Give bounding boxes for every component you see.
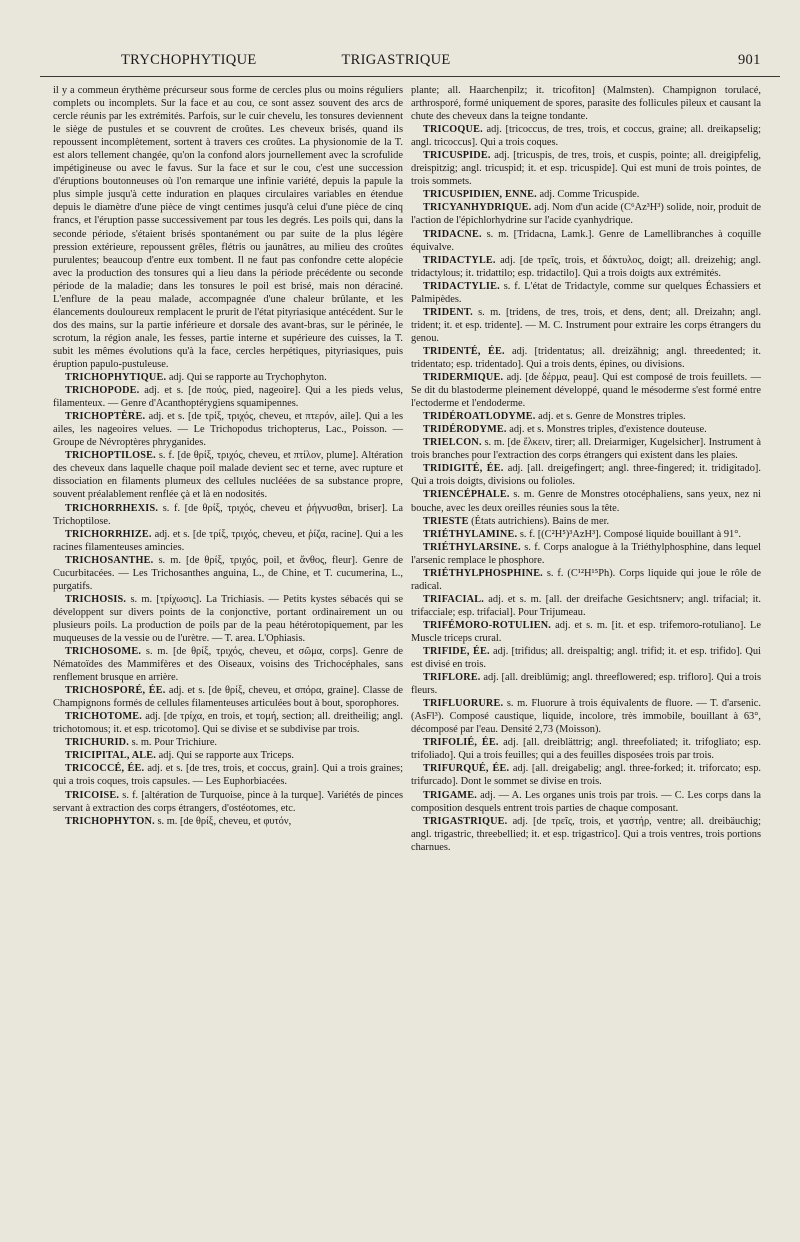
dictionary-entry xyxy=(53,710,403,736)
dictionary-entry xyxy=(411,593,761,619)
entry-headword: TRIDACTYLIE. xyxy=(423,280,500,292)
entry-headword: TRIÉTHYLPHOSPHINE. xyxy=(423,567,543,579)
dictionary-entry xyxy=(411,254,761,280)
entry-definition: adj. [all. dreiblümig; angl. threeflowered; esp. trifloro]. Qui a trois fleurs. xyxy=(411,672,761,697)
entry-headword: TRICHOPHYTON. xyxy=(65,815,155,827)
entry-definition: s. f. [(C²H⁵)³AzH³]. Composé liquide bouillant à 91°. xyxy=(517,528,741,540)
entry-headword: TRIDÉROATLODYME. xyxy=(423,411,536,423)
entry-headword: TRIFOLIÉ, ÉE. xyxy=(423,737,499,749)
dictionary-entry xyxy=(411,671,761,697)
entry-headword: TRICHOPTÈRE. xyxy=(65,411,146,423)
dictionary-entry xyxy=(411,528,761,541)
entry-definition: adj. Nom d'un acide (C⁶Az³H³) solide, noir, produit de l'action de l'épichlorhydrine sur l'acide cyanhydrique. xyxy=(411,202,761,227)
entry-headword: TRICHOPHYTIQUE. xyxy=(65,372,167,384)
entry-headword: TRIDÉRODYME. xyxy=(423,424,507,436)
entry-definition: adj. et s. [de tres, trois, et coccus, grain]. Qui a trois graines; qui a trois coques, trois capsules. — Les Euphorbiacées. xyxy=(53,763,403,788)
dictionary-entry xyxy=(53,736,403,749)
entry-definition: s. f. (C¹²H¹⁵Ph). Corps liquide qui joue le rôle de radical. xyxy=(411,567,761,592)
entry-headword: TRICHOPTILOSE. xyxy=(65,450,156,462)
dictionary-entry xyxy=(411,201,761,227)
entry-headword: TRICUSPIDIEN, ENNE. xyxy=(423,189,537,201)
running-header xyxy=(0,52,800,76)
entry-definition: s. m. [τρίχωσις]. La Trichiasis. — Petits kystes sébacés qui se développent sur divers points de la conjonctive, portant ordinairement un ou plusieurs poils. La production de poils par de la peau hétérotopiquement, par les muqueuses de la vessie ou de l'urètre. — T. area. L'Ophiasis. xyxy=(53,593,403,644)
entry-definition: adj. [tricoccus, de tres, trois, et coccus, graine; all. dreikapselig; angl. tricoccus]. Qui a trois coques. xyxy=(411,124,761,149)
entry-definition: adj. [tricuspis, de tres, trois, et cuspis, pointe; all. dreigipfelig, dreispitzig; angl. tricuspid; it. et esp. tricuspide]. Qui est muni de trois pointes, de trois sommets. xyxy=(411,150,761,188)
entry-definition: adj. et s. Monstres triples, d'existence douteuse. xyxy=(506,424,707,436)
dictionary-entry xyxy=(411,410,761,423)
entry-headword: TRICHOSIS. xyxy=(65,593,127,605)
dictionary-entry xyxy=(411,541,761,567)
dictionary-entry xyxy=(411,423,761,436)
entry-headword: TRIDIGITÉ, ÉE. xyxy=(423,463,504,475)
entry-definition: s. f. Corps analogue à la Triéthylphosphine, dans lequel l'arsenic remplace le phosphore. xyxy=(411,541,761,566)
entry-headword: TRICHURID. xyxy=(65,737,129,749)
header-center-guideword: TRIGASTRIQUE xyxy=(341,52,451,68)
entry-headword: TRICHOSPORÉ, ÉE. xyxy=(65,685,166,697)
dictionary-entry xyxy=(411,188,761,201)
entry-definition: adj. [tridentatus; all. dreizähnig; angl. threedented; it. tridentato; esp. tridentado]. Qui a trois dents, épines, ou divisions. xyxy=(411,345,761,370)
dictionary-entry xyxy=(411,815,761,854)
entry-headword: TRIDENT. xyxy=(423,306,473,318)
entry-definition: adj. et s. [de τρίξ, τριχός, cheveu, et ῥίζα, racine]. Qui a les racines filamenteuses amincies. xyxy=(53,528,403,553)
dictionary-entry xyxy=(411,345,761,371)
entry-definition: s. m. [de ἕλκειν, tirer; all. Dreiarmiger, Kugelsicher]. Instrument à trois branches pour l'extraction des corps étrangers qui existent dans les plaies. xyxy=(411,437,761,462)
dictionary-entry xyxy=(53,554,403,593)
dictionary-entry xyxy=(53,645,403,684)
entry-definition: s. m. [de θρίξ, τριχός, poil, et ἄνθος, fleur]. Genre de Cucurbitacées. — Les Trichosanthes anguina, L., de Chine, et T. cucumerina, L., purgatifs. xyxy=(53,554,403,592)
entry-headword: TRIFURQUÉ, ÉE. xyxy=(423,763,510,775)
dictionary-entry xyxy=(53,528,403,554)
entry-headword: TRICIPITAL, ALE. xyxy=(65,750,157,762)
dictionary-entry xyxy=(53,593,403,645)
entry-headword: TRICHOSOME. xyxy=(65,646,142,658)
entry-definition: s. f. [de θρίξ, τριχός, cheveu, et πτίλον, plume]. Altération des cheveux dans laquelle chaque poil malade devient sec et terne, avec rupture et dissociation en filaments plumeux des cellules nucléées de sa substance propre, souvent préalablement renflée çà et là en nodosités. xyxy=(53,450,403,501)
dictionary-entry xyxy=(53,789,403,815)
entry-definition: adj. [all. dreiblättrig; angl. threefoliated; it. trifogliato; esp. trifoliado]. Qui a trois feuilles; qui a des feuilles disposées trois par trois. xyxy=(411,737,761,762)
entry-headword: TRICYANHYDRIQUE. xyxy=(423,202,532,214)
entry-definition: s. m. [de θρίξ, cheveu, et φυτόν, xyxy=(154,815,292,827)
entry-headword: TRIFACIAL. xyxy=(423,593,484,605)
entry-definition: adj. Qui se rapporte au Trychophyton. xyxy=(166,372,327,384)
dictionary-entry xyxy=(53,502,403,528)
dictionary-entry xyxy=(53,384,403,410)
entry-definition: s. m. [Tridacna, Lamk.]. Genre de Lamellibranches à coquille équivalve. xyxy=(411,228,761,253)
right-column xyxy=(411,84,761,854)
dictionary-entry xyxy=(53,762,403,788)
entry-definition: s. f. [altération de Turquoise, pince à la turque]. Variétés de pinces servant à extraction des corps étrangers, d'ostéotomes, etc. xyxy=(53,789,403,814)
dictionary-entry xyxy=(411,697,761,736)
dictionary-entry xyxy=(411,645,761,671)
entry-headword: TRIGAME. xyxy=(423,789,477,801)
dictionary-entry xyxy=(411,488,761,514)
dictionary-entry xyxy=(411,567,761,593)
entry-headword: TRICHOSANTHE. xyxy=(65,554,154,566)
continuation-paragraph xyxy=(411,84,761,123)
dictionary-entry xyxy=(411,789,761,815)
dictionary-entry xyxy=(53,815,403,828)
entry-headword: TRICHORRHIZE. xyxy=(65,528,152,540)
entry-definition: adj. [all. dreigabelig; angl. three-forked; it. triforcato; esp. trifurcado]. Dont le sommet se divise en trois. xyxy=(411,763,761,788)
entry-definition: s. m. Pour Trichiure. xyxy=(128,737,218,749)
dictionary-entry xyxy=(411,123,761,149)
entry-headword: TRIFÉMORO-ROTULIEN. xyxy=(423,619,552,631)
entry-headword: TRIENCÉPHALE. xyxy=(423,489,510,501)
page-number: 901 xyxy=(738,52,761,68)
dictionary-entry xyxy=(411,280,761,306)
entry-definition: s. m. Fluorure à trois équivalents de fluore. — T. d'arsenic. (AsFl³). Composé caustique, liquide, incolore, très immobile, bouillant à 63°, décomposé par l'eau. Densité 2,73 (Moisson). xyxy=(411,698,761,736)
dictionary-entry xyxy=(53,410,403,449)
entry-definition: s. m. Genre de Monstres otocéphaliens, sans yeux, nez ni bouche, avec les deux oreilles réunies sous la tête. xyxy=(411,489,761,514)
entry-headword: TRIFLORE. xyxy=(423,672,481,684)
entry-definition: adj. — A. Les organes unis trois par trois. — C. Les corps dans la composition desquels entrent trois parties de chaque composant. xyxy=(411,789,761,814)
header-rule xyxy=(40,76,780,77)
entry-headword: TRICOISE. xyxy=(65,789,120,801)
entry-definition: adj. Comme Tricuspide. xyxy=(536,189,640,201)
entry-definition: adj. et s. m. [it. et esp. trifemoro-rotuliano]. Le Muscle triceps crural. xyxy=(411,619,761,644)
dictionary-entry xyxy=(53,449,403,501)
entry-definition: adj. [trifidus; all. dreispaltig; angl. trifid; it. et esp. trifido]. Qui est divisé en trois. xyxy=(411,646,761,671)
entry-headword: TRIELCON. xyxy=(423,437,482,449)
entry-definition: il y a commeun érythème précurseur sous forme de cercles plus ou moins réguliers complets ou incomplets. Sur la face et au cou, ce sont assez souvent des arcs de cercle réunis par les extrémités. Parfois, sur le cuir chevelu, les tonsures deviennent le siège de pustules et se couvrent de croûtes. Les cheveux brisés, quand ils repoussent incomplètement, sortent à travers ces croûtes. La physionomie de la T. est alors tellement changée, qu'on la confond alors journellement avec la scrofulide impétigineuse ou avec le favus. Sur la face et sur le cou, c'est une succession d'éruptions boutonneuses où l'on remarque une infinie variété, depuis la papule la plus simple jusqu'à cette induration en plaques circulaires variables en étendue depuis le diamètre d'une pièce de vingt centimes jusqu'à celui d'une pièce de cinq francs, et l'éruption passe successivement par tous les degrés. Les poils qui, dans la seconde période, s'étaient brisés spontanément ou par suite de la plus légère pression extérieure, repoussent grêles, flétris ou jaunâtres, au milieu des croûtes purulentes; beaucoup d'entre eux tombent. Il ne faut pas confondre cette alopécie avec la production des tonsures qui a lieu dans la période précédente ou seconde période de la maladie; dans les tonsures le poil est brisé, mais non déraciné. L'enflure de la peau malade, accompagnée d'une chaleur brûlante, et les élancements douloureux remplacent le prurit de l'état pityriasique antécédent. Sur le dos des mains, sur la partie inférieure et dorsale des avant-bras, sur le périnée, le scrotum, la région anale, les fesses, partie interne et supérieure des cuisses, la T. subit les mêmes évolutions qu'à la face, cercles herpétiques, pityriasiques, puis éruption papulo-pustuleuse. xyxy=(53,85,403,370)
dictionary-entry xyxy=(411,371,761,410)
entry-definition: s. f. [de θρίξ, τριχός, cheveu et ῥήγνυσθαι, briser]. La Trichoptilose. xyxy=(53,502,403,527)
dictionary-entry xyxy=(411,462,761,488)
entry-definition: adj. [de τρίχα, en trois, et τομή, section; all. dreitheilig; angl. trichotomous; it. et esp. tricotomo]. Qui se divise et se subdivise par trois. xyxy=(53,711,403,736)
entry-headword: TRICOQUE. xyxy=(423,124,483,136)
entry-headword: TRIDACTYLE. xyxy=(423,254,496,266)
entry-headword: TRIDERMIQUE. xyxy=(423,372,504,384)
entry-headword: TRIÉTHYLARSINE. xyxy=(423,541,521,553)
entry-definition: adj. et s. [de πούς, pied, nageoire]. Qui a les pieds velus, filamenteux. — Genre d'Acanthoptérygiens squamipennes. xyxy=(53,385,403,410)
entry-definition: adj. et s. [de θρίξ, cheveu, et σπόρα, graine]. Classe de Champignons formés de cellules filamenteuses articulées bout à bout, sporophores. xyxy=(53,685,404,710)
dictionary-entry xyxy=(53,749,403,762)
entry-headword: TRIÉTHYLAMINE. xyxy=(423,528,518,540)
entry-headword: TRICUSPIDE. xyxy=(423,150,491,162)
entry-headword: TRIFIDE, ÉE. xyxy=(423,646,490,658)
dictionary-entry xyxy=(411,228,761,254)
entry-definition: adj. [all. dreigefingert; angl. three-fingered; it. tridigitado]. Qui a trois doigts, divisions ou folioles. xyxy=(411,463,761,488)
entry-headword: TRIFLUORURE. xyxy=(423,698,504,710)
dictionary-entry xyxy=(53,684,403,710)
entry-headword: TRICHOPODE. xyxy=(65,385,140,397)
dictionary-entry xyxy=(411,515,761,528)
entry-definition: adj. et s. [de τρίξ, τριχός, cheveu, et πτερόν, aile]. Qui a les ailes, les nageoires velues. — Le Trichopodus trichopterus, Lac., Poisson. — Groupe de Névroptères phryganides. xyxy=(53,411,403,449)
entry-headword: TRIDACNE. xyxy=(423,228,482,240)
dictionary-entry xyxy=(411,149,761,188)
dictionary-entry xyxy=(411,762,761,788)
dictionary-entry xyxy=(411,619,761,645)
entry-definition: adj. Qui se rapporte aux Triceps. xyxy=(156,750,294,762)
entry-headword: TRICHOTOME. xyxy=(65,711,143,723)
entry-definition: plante; all. Haarchenpilz; it. tricofiton] (Malmsten). Champignon torulacé, arthrosporé, formé uniquement de spores, parasite des follicules pileux et causant la chute des cheveux dans la teigne tondante. xyxy=(411,85,761,123)
entry-definition: adj. et s. m. [all. der dreifache Gesichtsnerv; angl. trifacial; it. trifacciale; esp. trifacial]. Pour Trijumeau. xyxy=(411,593,761,618)
entry-headword: TRICHORRHEXIS. xyxy=(65,502,159,514)
entry-definition: adj. [de τρεῖς, trois, et δάκτυλος, doigt; all. dreizehig; angl. tridactylous; it. tridattilo; esp. tridactilo]. Qui a trois doigts aux extrémités. xyxy=(411,254,761,279)
left-column xyxy=(53,84,403,828)
entry-headword: TRICOCCÉ, ÉE. xyxy=(65,763,145,775)
dictionary-entry xyxy=(411,436,761,462)
continuation-paragraph xyxy=(53,84,403,371)
entry-definition: adj. [de τρεῖς, trois, et γαστήρ, ventre; all. dreibäuchig; angl. trigastric, threebellied; it. et esp. trigastrico]. Qui a trois ventres, trois portions charnues. xyxy=(411,815,761,853)
entry-headword: TRIGASTRIQUE. xyxy=(423,815,508,827)
entry-definition: adj. [de δέρμα, peau]. Qui est composé de trois feuillets. — Se dit du blastoderme pleinement développé, quand le mésoderme s'est formé entre l'ectoderme et l'endoderme. xyxy=(411,372,761,410)
dictionary-entry xyxy=(53,371,403,384)
entry-definition: adj. et s. Genre de Monstres triples. xyxy=(535,411,686,423)
entry-definition: s. f. L'état de Tridactyle, comme sur quelques Échassiers et Palmipèdes. xyxy=(411,280,761,305)
entry-headword: TRIDENTÉ, ÉE. xyxy=(423,345,505,357)
dictionary-entry xyxy=(411,306,761,345)
entry-definition: s. m. [tridens, de tres, trois, et dens, dent; all. Dreizahn; angl. trident; it. et esp. tridente]. — M. C. Instrument pour extraire les corps étrangers du genou. xyxy=(411,306,761,344)
entry-definition: s. m. [de θρίξ, τριχός, cheveu, et σῶμα, corps]. Genre de Nématoïdes des Mammifères et des Oiseaux, voisins des Trichocéphales, sans renflement brusque en arrière. xyxy=(53,646,403,684)
header-left-guideword: TRYCHOPHYTIQUE xyxy=(121,52,257,68)
entry-headword: TRIESTE xyxy=(423,515,469,527)
entry-definition: (États autrichiens). Bains de mer. xyxy=(468,515,610,527)
dictionary-entry xyxy=(411,736,761,762)
